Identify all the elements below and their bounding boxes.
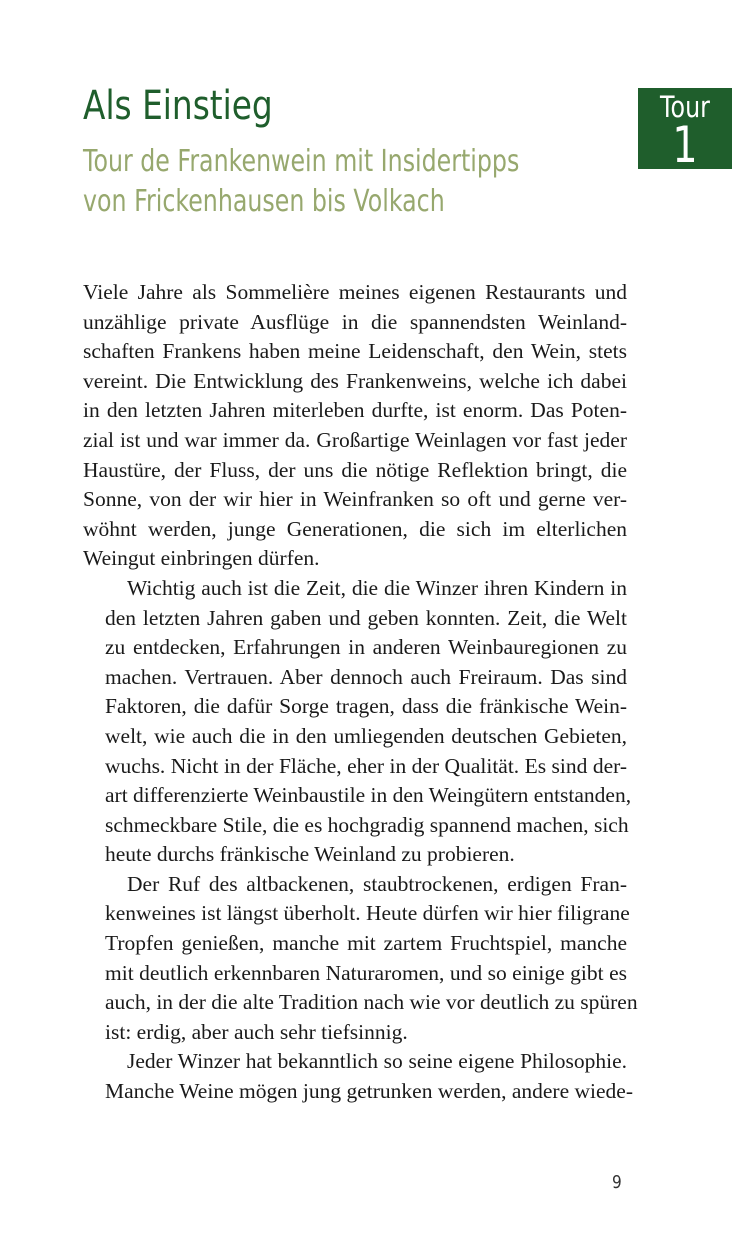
text-line: wuchs. Nicht in der Fläche, eher in der Qualität. Es sind der- — [105, 753, 627, 778]
tour-badge-label: Tour — [660, 90, 710, 124]
text-line: Haustüre, der Fluss, der uns die nötige Reflektion bringt, die — [83, 457, 627, 482]
text-line: art differenzierte Weinbaustile in den Weingütern entstanden, — [105, 783, 632, 808]
text-line: Weingut einbringen dürfen. — [83, 546, 320, 571]
text-line: Faktoren, die dafür Sorge tragen, dass die fränkische Wein- — [105, 694, 627, 719]
text-line: zial ist und war immer da. Großartige Weinlagen vor fast jeder — [83, 427, 627, 452]
text-line: welt, wie auch die in den umliegenden deutschen Gebieten, — [105, 723, 627, 748]
text-line: Der Ruf des altbackenen, staubtrockenen, erdigen Fran- — [127, 871, 627, 896]
text-line: wöhnt werden, junge Generationen, die sich im elterlichen — [83, 516, 627, 541]
tour-badge — [638, 88, 732, 174]
subtitle-line: Tour de Frankenwein mit Insidertipps — [83, 144, 520, 179]
text-line: machen. Vertrauen. Aber dennoch auch Freiraum. Das sind — [105, 664, 627, 689]
text-line: heute durchs fränkische Weinland zu probieren. — [105, 842, 515, 867]
text-line: mit deutlich erkennbaren Naturaromen, und so einige gibt es — [105, 960, 627, 985]
text-line: Sonne, von der wir hier in Weinfranken so oft und gerne ver- — [83, 487, 627, 512]
body-text — [83, 278, 638, 1107]
body-paragraph — [83, 574, 632, 870]
tour-badge-number: 1 — [672, 116, 698, 174]
subtitle-line: von Frickenhausen bis Volkach — [83, 184, 445, 219]
chapter-title: Als Einstieg — [83, 83, 273, 129]
body-paragraph — [83, 870, 638, 1048]
text-line: in den letzten Jahren miterleben durfte, ist enorm. Das Poten- — [83, 398, 627, 423]
body-paragraph — [83, 1047, 633, 1106]
text-line: unzählige private Ausflüge in die spannendsten Weinland- — [83, 309, 627, 334]
text-line: vereint. Die Entwicklung des Frankenweins, welche ich dabei — [83, 368, 627, 393]
text-line: den letzten Jahren gaben und geben konnten. Zeit, die Welt — [105, 605, 627, 630]
text-line: Wichtig auch ist die Zeit, die die Winzer ihren Kindern in — [127, 575, 627, 600]
text-line: Jeder Winzer hat bekanntlich so seine eigene Philosophie. — [127, 1049, 627, 1074]
text-line: Viele Jahre als Sommelière meines eigenen Restaurants und — [83, 280, 627, 304]
text-line: Manche Weine mögen jung getrunken werden, andere wiede- — [105, 1079, 633, 1104]
text-line: auch, in der die alte Tradition nach wie vor deutlich zu spüren — [105, 990, 638, 1015]
text-line: kenweines ist längst überholt. Heute dürfen wir hier filigrane — [105, 901, 630, 926]
page-number: 9 — [612, 1172, 622, 1193]
chapter-subtitle — [83, 142, 519, 222]
text-line: schmeckbare Stile, die es hochgradig spannend machen, sich — [105, 812, 629, 837]
text-line: Tropfen genießen, manche mit zartem Fruchtspiel, manche — [105, 931, 627, 956]
body-paragraph — [83, 278, 627, 574]
text-line: zu entdecken, Erfahrungen in anderen Weinbauregionen zu — [105, 635, 627, 660]
text-line: ist: erdig, aber auch sehr tiefsinnig. — [105, 1019, 408, 1044]
text-line: schaften Frankens haben meine Leidenschaft, den Wein, stets — [83, 339, 627, 364]
